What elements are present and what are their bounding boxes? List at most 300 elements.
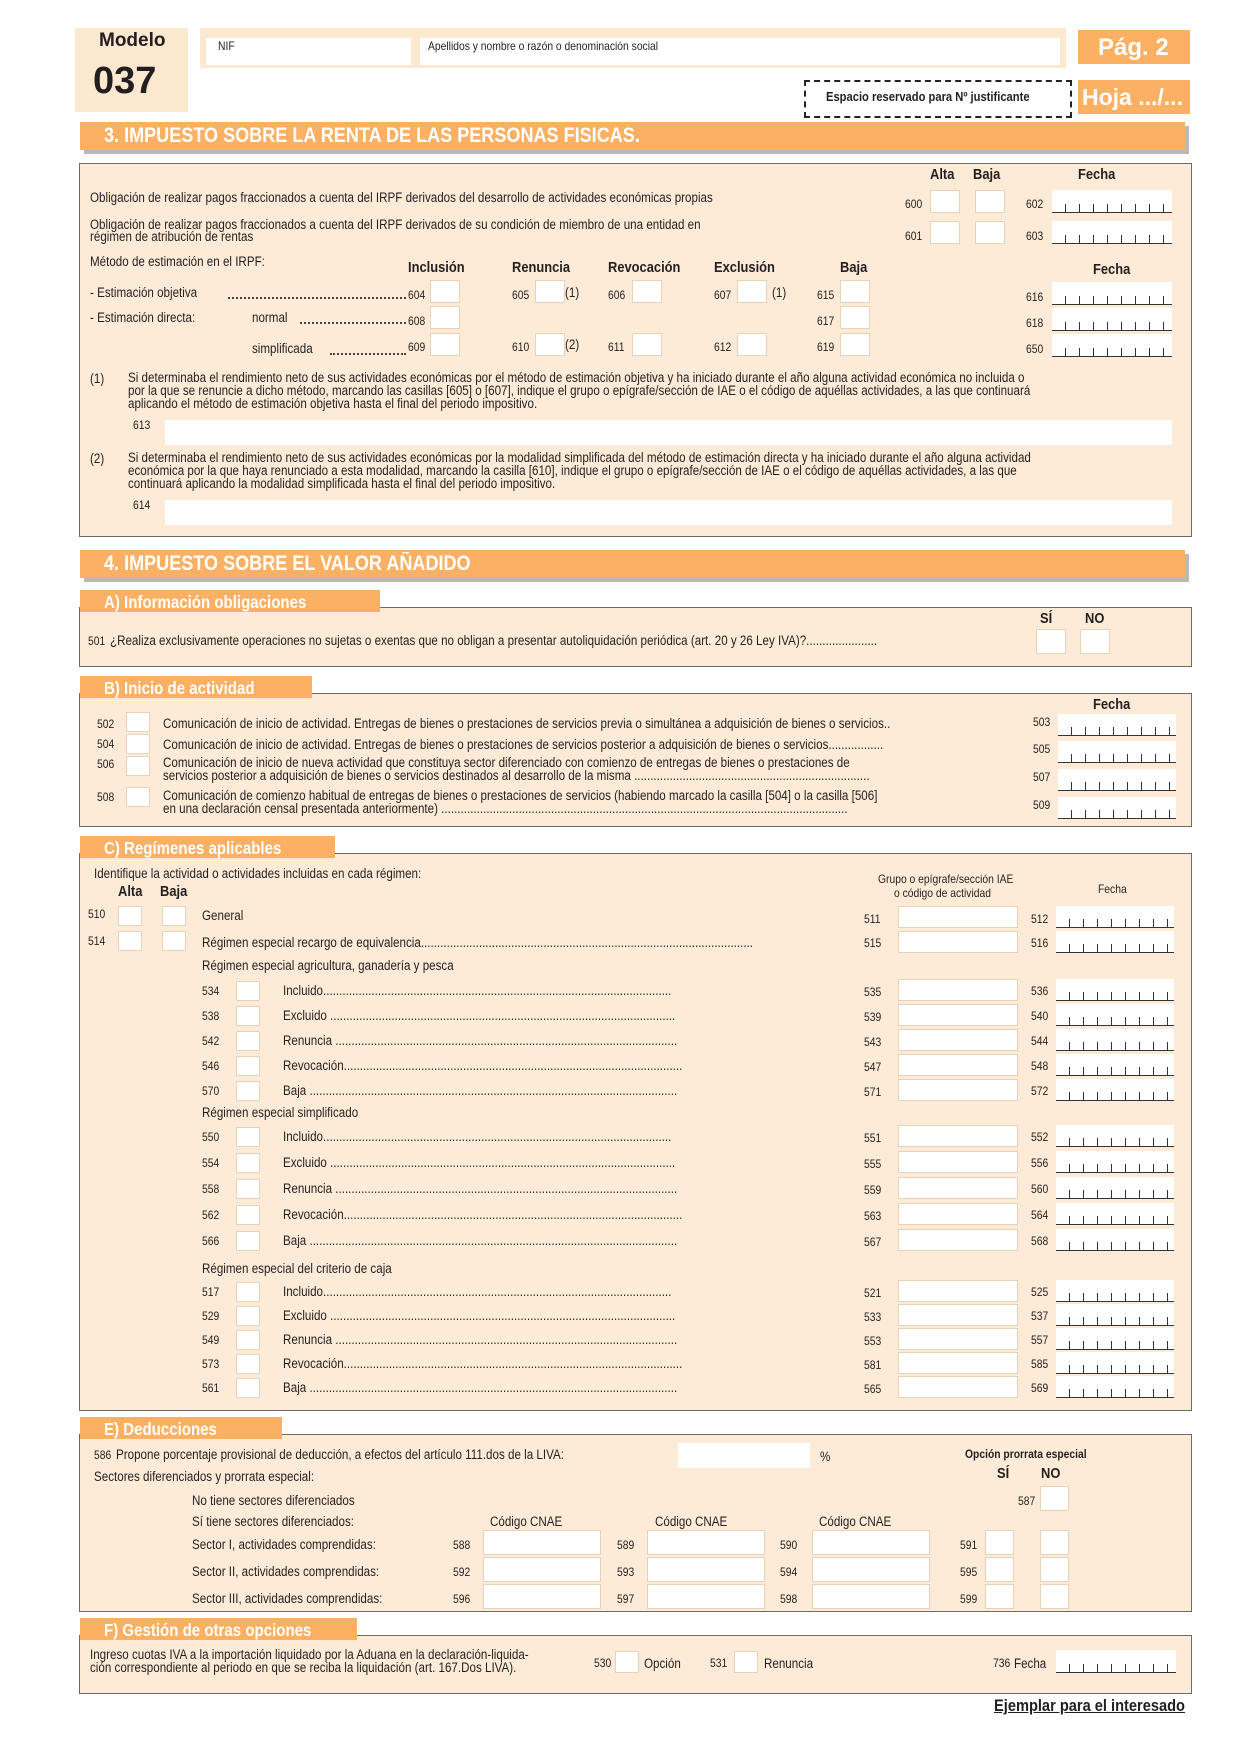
regime-label-554: Excluido ...........................................................................................................: [283, 1155, 676, 1170]
code-548: 548: [1031, 1059, 1049, 1073]
code-567: 567: [864, 1235, 882, 1249]
checkbox-501-si[interactable]: [1036, 629, 1066, 654]
s3-directa-label: - Estimación directa:: [90, 310, 196, 325]
code-571: 571: [864, 1085, 882, 1099]
code-553: 553: [864, 1334, 882, 1348]
code-534: 534: [202, 984, 220, 998]
regime-label-529: Excluido ...........................................................................................................: [283, 1308, 676, 1323]
checkbox-542[interactable]: [236, 1031, 260, 1051]
field-553[interactable]: [898, 1328, 1018, 1350]
code-596: 596: [453, 1592, 471, 1606]
code-544: 544: [1031, 1034, 1049, 1048]
code-517: 517: [202, 1285, 220, 1299]
field-571[interactable]: [898, 1079, 1018, 1101]
b-row-506-text-a: Comunicación de inicio de nueva actividad que constituya sector diferenciado con comienzo de entregas de bienes o prestaciones de: [163, 755, 850, 770]
code-608: 608: [408, 314, 426, 328]
date-572[interactable]: [1056, 1079, 1174, 1101]
date-536[interactable]: [1056, 979, 1174, 1001]
regime-label-562: Revocación.........................................................................................................: [283, 1207, 683, 1222]
code-539: 539: [864, 1010, 882, 1024]
field-594[interactable]: [812, 1557, 930, 1582]
code-515: 515: [864, 936, 882, 950]
checkbox-si-595[interactable]: [985, 1557, 1014, 1582]
checkbox-549[interactable]: [236, 1330, 260, 1350]
regime-label-570: Baja ..................................................................................................................: [283, 1083, 678, 1098]
c-recargo-label: Régimen especial recargo de equivalencia.......................................................................................................: [202, 935, 754, 950]
e-sector-label: Sector II, actividades comprendidas:: [192, 1564, 380, 1579]
checkbox-506[interactable]: [126, 756, 150, 776]
checkbox-617[interactable]: [840, 306, 870, 329]
code-536: 536: [1031, 984, 1049, 998]
s3-h-inclusion: Inclusión: [408, 259, 465, 276]
code-514: 514: [88, 934, 106, 948]
b-row-502-text: Comunicación de inicio de actividad. Entregas de bienes o prestaciones de servicios previa o simultánea a adquisición de bienes o servicios..: [163, 716, 891, 731]
code-505: 505: [1033, 742, 1051, 756]
field-547[interactable]: [898, 1054, 1018, 1076]
code-531: 531: [710, 1656, 728, 1670]
s3-col-fecha: Fecha: [1078, 166, 1116, 183]
f-opcion-label: Opción: [644, 1656, 681, 1671]
code-525: 525: [1031, 1285, 1049, 1299]
field-515[interactable]: [898, 931, 1018, 953]
checkbox-baja-601[interactable]: [975, 221, 1005, 244]
regime-label-542: Renuncia ..........................................................................................................: [283, 1033, 678, 1048]
checkbox-514-baja[interactable]: [162, 931, 186, 951]
regime-label-517: Incluido............................................................................................................: [283, 1284, 672, 1299]
code-573: 573: [202, 1357, 220, 1371]
checkbox-573[interactable]: [236, 1354, 260, 1374]
code-550: 550: [202, 1130, 220, 1144]
nif-field[interactable]: [206, 38, 411, 65]
code-566: 566: [202, 1234, 220, 1248]
code-599: 599: [960, 1592, 978, 1606]
note1-line-a: Si determinaba el rendimiento neto de sus actividades económicas por el método de estimación objetiva y ha iniciado durante el año alguna actividad económica no incluida o: [128, 370, 1025, 385]
nif-label: NIF: [218, 39, 235, 53]
code-547: 547: [864, 1060, 882, 1074]
code-512: 512: [1031, 912, 1049, 926]
code-537: 537: [1031, 1309, 1049, 1323]
field-598[interactable]: [812, 1584, 930, 1609]
c-fecha-label: Fecha: [1098, 882, 1127, 896]
e-sectores-label: Sectores diferenciados y prorrata especial:: [94, 1469, 315, 1484]
date-560[interactable]: [1056, 1177, 1174, 1199]
code-555: 555: [864, 1157, 882, 1171]
e-cnae-3: Código CNAE: [819, 1514, 892, 1529]
note2-line-c: continuará aplicando la modalidad simplificada hasta el final del periodo impositivo.: [128, 476, 556, 491]
date-503[interactable]: [1058, 714, 1176, 736]
date-509[interactable]: [1058, 797, 1176, 819]
code-587: 587: [1018, 1494, 1036, 1508]
checkbox-562[interactable]: [236, 1205, 260, 1225]
code-610: 610: [512, 340, 530, 354]
checkbox-587[interactable]: [1040, 1486, 1069, 1511]
date-507[interactable]: [1058, 769, 1176, 791]
code-501: 501: [88, 634, 106, 648]
s3-metodo-label: Método de estimación en el IRPF:: [90, 254, 265, 269]
code-509: 509: [1033, 798, 1051, 812]
date-516[interactable]: [1056, 931, 1174, 953]
checkbox-530[interactable]: [615, 1651, 639, 1673]
s3-row2-text-b: régimen de atribución de rentas: [90, 229, 254, 244]
field-555[interactable]: [898, 1151, 1018, 1173]
checkbox-561[interactable]: [236, 1378, 260, 1398]
note2-mark: (2): [90, 451, 105, 466]
regime-label-566: Baja ..................................................................................................................: [283, 1233, 678, 1248]
code-533: 533: [864, 1310, 882, 1324]
checkbox-no-595[interactable]: [1040, 1557, 1069, 1582]
footer-label: Ejemplar para el interesado: [994, 1696, 1185, 1715]
code-511: 511: [864, 912, 881, 926]
checkbox-si-599[interactable]: [985, 1584, 1014, 1609]
checkbox-606[interactable]: [632, 280, 662, 303]
code-507: 507: [1033, 770, 1051, 784]
section-c-tab: [80, 836, 335, 858]
note1-line-b: por la que se renuncie a dicho método, marcando las casillas [605] o [607], indique el grupo o epígrafe/sección de IAE o el código de aquéllas actividades, a las que continuará: [128, 383, 1031, 398]
checkbox-538[interactable]: [236, 1006, 260, 1026]
checkbox-600[interactable]: [930, 190, 960, 213]
e-cnae-2: Código CNAE: [655, 1514, 728, 1529]
section-a-title: A) Información obligaciones: [104, 592, 307, 612]
checkbox-612[interactable]: [737, 333, 767, 356]
reserved-label: Espacio reservado para Nº justificante: [826, 89, 1030, 104]
field-543[interactable]: [898, 1029, 1018, 1051]
field-565[interactable]: [898, 1376, 1018, 1398]
code-542: 542: [202, 1034, 220, 1048]
f-fecha-label: Fecha: [1014, 1656, 1047, 1671]
regime-label-538: Excluido ...........................................................................................................: [283, 1008, 676, 1023]
code-591: 591: [960, 1538, 978, 1552]
a-no-label: NO: [1085, 610, 1105, 627]
section-a-tab: [80, 590, 380, 612]
code-563: 563: [864, 1209, 882, 1223]
checkbox-566[interactable]: [236, 1231, 260, 1251]
code-616: 616: [1026, 290, 1044, 304]
checkbox-no-591[interactable]: [1040, 1530, 1069, 1555]
code-503: 503: [1033, 715, 1051, 729]
s3-col-baja: Baja: [973, 166, 1001, 183]
date-618[interactable]: [1052, 308, 1172, 331]
normal-leader: [300, 322, 406, 324]
checkbox-550[interactable]: [236, 1127, 260, 1147]
s3-h-fecha: Fecha: [1093, 261, 1131, 278]
s3-h-renuncia: Renuncia: [512, 259, 571, 276]
page-label: Pág. 2: [1098, 34, 1169, 61]
code-568: 568: [1031, 1234, 1049, 1248]
e-text: Propone porcentaje provisional de deducción, a efectos del artículo 111.dos de la LIVA:: [116, 1447, 564, 1462]
code-552: 552: [1031, 1130, 1049, 1144]
field-535[interactable]: [898, 979, 1018, 1001]
code-559: 559: [864, 1183, 882, 1197]
date-602[interactable]: [1052, 190, 1172, 213]
section-e-title: E) Deducciones: [104, 1419, 217, 1439]
section-e-tab: [80, 1417, 282, 1439]
s3-row1-text: Obligación de realizar pagos fraccionados a cuenta del IRPF derivados del desarrollo de actividades económicas propias: [90, 190, 713, 205]
e-si-label: SÍ: [997, 1465, 1010, 1482]
modelo-number: 037: [93, 60, 157, 102]
field-533[interactable]: [898, 1304, 1018, 1326]
code-598: 598: [780, 1592, 798, 1606]
date-544[interactable]: [1056, 1029, 1174, 1051]
section3-title-bar: [80, 122, 1185, 150]
code-588: 588: [453, 1538, 471, 1552]
code-562: 562: [202, 1208, 220, 1222]
date-557[interactable]: [1056, 1328, 1174, 1350]
code-619: 619: [817, 340, 835, 354]
field-586[interactable]: [678, 1443, 810, 1468]
code-593: 593: [617, 1565, 635, 1579]
c-grupo-b: o código de actividad: [894, 886, 991, 900]
s3-h-revocacion: Revocación: [608, 259, 681, 276]
code-538: 538: [202, 1009, 220, 1023]
date-525[interactable]: [1056, 1280, 1174, 1302]
code-581: 581: [864, 1358, 882, 1372]
regime-label-534: Incluido............................................................................................................: [283, 983, 672, 998]
date-552[interactable]: [1056, 1125, 1174, 1147]
checkbox-510-alta[interactable]: [118, 906, 142, 926]
code-502: 502: [97, 717, 115, 731]
note1-line-c: aplicando el método de estimación objetiva hasta el final del periodo impositivo.: [128, 396, 538, 411]
checkbox-no-599[interactable]: [1040, 1584, 1069, 1609]
s3-simplificada-label: simplificada: [252, 341, 313, 356]
note2-line-a: Si determinaba el rendimiento neto de sus actividades económicas por la modalidad simplificada del método de estimación directa y ha iniciado durante el año alguna actividad: [128, 450, 1031, 465]
date-569[interactable]: [1056, 1376, 1174, 1398]
date-585[interactable]: [1056, 1352, 1174, 1374]
code-606: 606: [608, 288, 626, 302]
b-row-504-text: Comunicación de inicio de actividad. Entregas de bienes o prestaciones de servicios posterior a adquisición de bienes o servicios.................: [163, 737, 884, 752]
s3-normal-label: normal: [252, 310, 288, 325]
code-546: 546: [202, 1059, 220, 1073]
code-590: 590: [780, 1538, 798, 1552]
code-605: 605: [512, 288, 530, 302]
objetiva-leader: [228, 297, 406, 299]
code-600: 600: [905, 197, 923, 211]
note-ref-610: (2): [565, 337, 580, 352]
code-540: 540: [1031, 1009, 1049, 1023]
checkbox-534[interactable]: [236, 981, 260, 1001]
code-604: 604: [408, 288, 426, 302]
regime-label-573: Revocación.........................................................................................................: [283, 1356, 683, 1371]
note-ref-607: (1): [772, 285, 787, 300]
code-603: 603: [1026, 229, 1044, 243]
field-613[interactable]: [165, 420, 1172, 445]
checkbox-610[interactable]: [535, 333, 565, 356]
date-603[interactable]: [1052, 221, 1172, 244]
checkbox-531[interactable]: [734, 1651, 758, 1673]
date-512[interactable]: [1056, 906, 1174, 928]
regime-label-550: Incluido............................................................................................................: [283, 1129, 672, 1144]
checkbox-si-591[interactable]: [985, 1530, 1014, 1555]
checkbox-609[interactable]: [430, 333, 460, 356]
code-558: 558: [202, 1182, 220, 1196]
e-opcion-label: Opción prorrata especial: [965, 1447, 1087, 1461]
checkbox-601[interactable]: [930, 221, 960, 244]
checkbox-529[interactable]: [236, 1306, 260, 1326]
checkbox-619[interactable]: [840, 333, 870, 356]
sheet-label: Hoja .../...: [1082, 84, 1183, 110]
field-589[interactable]: [647, 1530, 765, 1555]
field-614[interactable]: [165, 500, 1172, 525]
code-535: 535: [864, 985, 882, 999]
regime-label-549: Renuncia ..........................................................................................................: [283, 1332, 678, 1347]
e-sector-label: Sector III, actividades comprendidas:: [192, 1591, 383, 1606]
simplificada-leader: [330, 353, 406, 355]
date-564[interactable]: [1056, 1203, 1174, 1225]
code-561: 561: [202, 1381, 220, 1395]
c-agri-title: Régimen especial agricultura, ganadería y pesca: [202, 958, 454, 973]
code-602: 602: [1026, 197, 1044, 211]
checkbox-514-alta[interactable]: [118, 931, 142, 951]
checkbox-607[interactable]: [737, 280, 767, 303]
e-cnae-1: Código CNAE: [490, 1514, 563, 1529]
checkbox-508[interactable]: [126, 787, 150, 807]
code-607: 607: [714, 288, 732, 302]
field-559[interactable]: [898, 1177, 1018, 1199]
b-fecha-label: Fecha: [1093, 696, 1131, 713]
code-570: 570: [202, 1084, 220, 1098]
c-simp-title: Régimen especial simplificado: [202, 1105, 359, 1120]
c-general-label: General: [202, 908, 244, 923]
field-592[interactable]: [483, 1557, 601, 1582]
code-650: 650: [1026, 342, 1044, 356]
code-560: 560: [1031, 1182, 1049, 1196]
section-b-tab: [80, 676, 312, 698]
modelo-label: Modelo: [99, 30, 166, 51]
checkbox-608[interactable]: [430, 306, 460, 329]
code-595: 595: [960, 1565, 978, 1579]
b-row-508-text-a: Comunicación de comienzo habitual de entregas de bienes o prestaciones de servicios (habiendo marcado la casilla [504] o la casilla [506]: [163, 788, 878, 803]
code-557: 557: [1031, 1333, 1049, 1347]
section-b-title: B) Inicio de actividad: [104, 678, 255, 698]
checkbox-554[interactable]: [236, 1153, 260, 1173]
field-581[interactable]: [898, 1352, 1018, 1374]
code-611: 611: [608, 340, 625, 354]
s3-row2-text-a: Obligación de realizar pagos fraccionados a cuenta del IRPF derivados de su condición de miembro de una entidad en: [90, 217, 701, 232]
checkbox-baja-600[interactable]: [975, 190, 1005, 213]
field-511[interactable]: [898, 906, 1018, 928]
b-row-508-text-b: en una declaración censal presentada anteriormente) ..............................................................................................................................: [163, 801, 848, 816]
code-506: 506: [97, 757, 115, 771]
date-556[interactable]: [1056, 1151, 1174, 1173]
note2-line-b: económica por la que haya renunciado a esta modalidad, marcando la casilla [610], indique el grupo o epígrafe/sección de IAE o el código de aquéllas actividades, a las que: [128, 463, 1017, 478]
code-589: 589: [617, 1538, 635, 1552]
checkbox-605[interactable]: [535, 280, 565, 303]
c-caja-title: Régimen especial del criterio de caja: [202, 1261, 392, 1276]
code-597: 597: [617, 1592, 635, 1606]
checkbox-611[interactable]: [632, 333, 662, 356]
e-si-tiene: Sí tiene sectores diferenciados:: [192, 1514, 354, 1529]
code-551: 551: [864, 1131, 882, 1145]
checkbox-546[interactable]: [236, 1056, 260, 1076]
regime-label-546: Revocación.........................................................................................................: [283, 1058, 683, 1073]
code-609: 609: [408, 340, 426, 354]
code-736: 736: [993, 1656, 1011, 1670]
code-586: 586: [94, 1448, 112, 1462]
code-554: 554: [202, 1156, 220, 1170]
date-505[interactable]: [1058, 741, 1176, 763]
e-sector-label: Sector I, actividades comprendidas:: [192, 1537, 376, 1552]
field-551[interactable]: [898, 1125, 1018, 1147]
field-593[interactable]: [647, 1557, 765, 1582]
code-521: 521: [864, 1286, 882, 1300]
date-537[interactable]: [1056, 1304, 1174, 1326]
field-588[interactable]: [483, 1530, 601, 1555]
checkbox-604[interactable]: [430, 280, 460, 303]
code-516: 516: [1031, 936, 1049, 950]
checkbox-502[interactable]: [126, 712, 150, 732]
code-504: 504: [97, 737, 115, 751]
section4-title-bar: [80, 550, 1185, 578]
date-568[interactable]: [1056, 1229, 1174, 1251]
field-590[interactable]: [812, 1530, 930, 1555]
checkbox-558[interactable]: [236, 1179, 260, 1199]
note1-mark: (1): [90, 371, 105, 386]
code-530: 530: [594, 1656, 612, 1670]
f-text-b: ción correspondiente al periodo en que se reciba la liquidación (art. 167.Dos LIVA).: [90, 1660, 517, 1675]
field-539[interactable]: [898, 1004, 1018, 1026]
field-567[interactable]: [898, 1229, 1018, 1251]
e-percent: %: [820, 1449, 831, 1464]
code-601: 601: [905, 229, 923, 243]
name-field[interactable]: [420, 38, 1060, 65]
c-grupo-a: Grupo o epígrafe/sección IAE: [878, 872, 1014, 886]
code-612: 612: [714, 340, 732, 354]
date-548[interactable]: [1056, 1054, 1174, 1076]
checkbox-517[interactable]: [236, 1282, 260, 1302]
code-508: 508: [97, 790, 115, 804]
code-618: 618: [1026, 316, 1044, 330]
c-baja-label: Baja: [160, 883, 188, 900]
s3-h-baja: Baja: [840, 259, 868, 276]
s3-h-exclusion: Exclusión: [714, 259, 775, 276]
checkbox-510-baja[interactable]: [162, 906, 186, 926]
code-564: 564: [1031, 1208, 1049, 1222]
checkbox-504[interactable]: [126, 734, 150, 754]
code-556: 556: [1031, 1156, 1049, 1170]
code-569: 569: [1031, 1381, 1049, 1395]
checkbox-501-no[interactable]: [1080, 629, 1110, 654]
code-565: 565: [864, 1382, 882, 1396]
date-650[interactable]: [1052, 334, 1172, 357]
f-text-a: Ingreso cuotas IVA a la importación liquidado por la Aduana en la declaración-liquida-: [90, 1647, 529, 1662]
name-label: Apellidos y nombre o razón o denominación social: [428, 39, 659, 53]
field-521[interactable]: [898, 1280, 1018, 1302]
e-no-label: NO: [1041, 1465, 1061, 1482]
section4-title: 4. IMPUESTO SOBRE EL VALOR AÑADIDO: [104, 552, 471, 575]
regime-label-558: Renuncia ..........................................................................................................: [283, 1181, 678, 1196]
c-alta-label: Alta: [118, 883, 143, 900]
code-614: 614: [133, 498, 151, 512]
date-736[interactable]: [1056, 1650, 1176, 1673]
date-540[interactable]: [1056, 1004, 1174, 1026]
note-ref-605: (1): [565, 285, 580, 300]
field-596[interactable]: [483, 1584, 601, 1609]
checkbox-570[interactable]: [236, 1081, 260, 1101]
date-616[interactable]: [1052, 282, 1172, 305]
code-594: 594: [780, 1565, 798, 1579]
regime-label-561: Baja ..................................................................................................................: [283, 1380, 678, 1395]
code-543: 543: [864, 1035, 882, 1049]
c-intro: Identifique la actividad o actividades incluidas en cada régimen:: [94, 866, 422, 881]
code-572: 572: [1031, 1084, 1049, 1098]
code-615: 615: [817, 288, 835, 302]
field-563[interactable]: [898, 1203, 1018, 1225]
section-f-tab: [80, 1618, 357, 1640]
a-si-label: SÍ: [1040, 610, 1053, 627]
code-549: 549: [202, 1333, 220, 1347]
f-renuncia-label: Renuncia: [764, 1656, 814, 1671]
field-597[interactable]: [647, 1584, 765, 1609]
checkbox-615[interactable]: [840, 280, 870, 303]
